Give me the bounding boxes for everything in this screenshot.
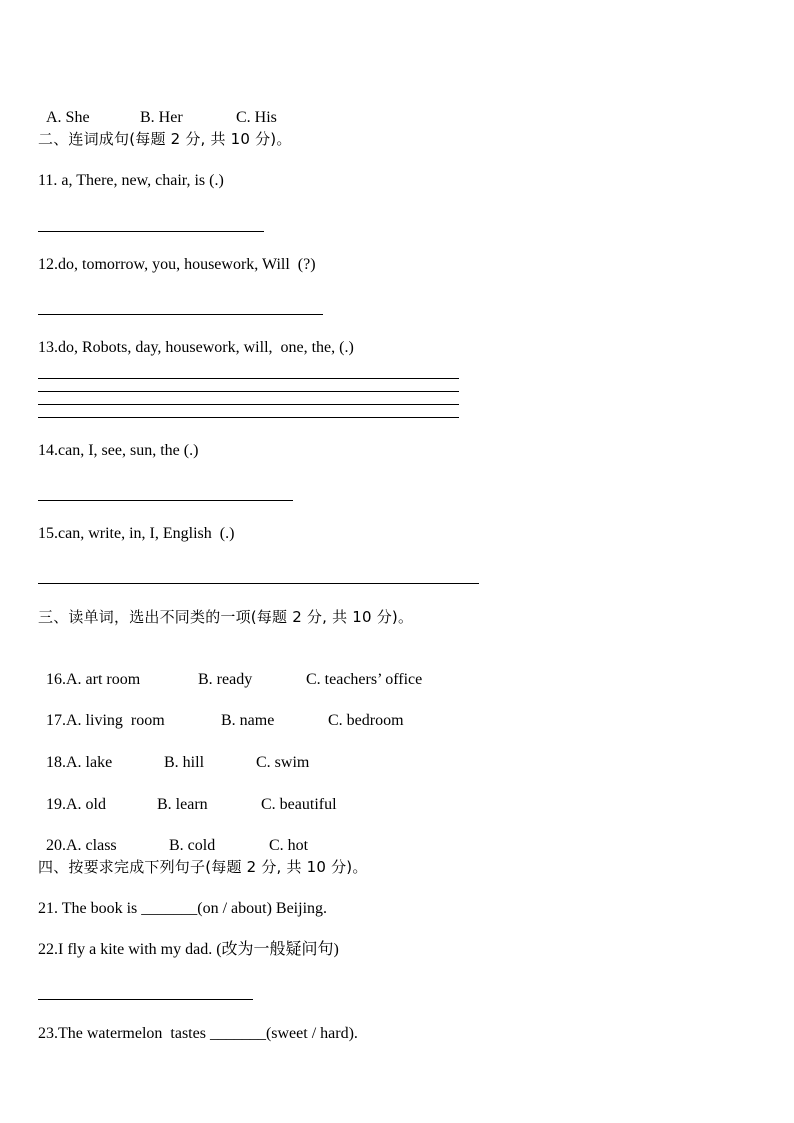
question-19 [38,775,337,815]
question-21: 21. The book is _______(on / about) Beijing. [38,900,328,917]
question-19-number: 19. [46,796,66,813]
question-16-number: 16. [46,671,66,688]
question-22: 22.I fly a kite with my dad. (改为一般疑问句) [38,941,339,958]
question-12: 12.do, tomorrow, you, housework, Will (?) [38,256,316,273]
section-2-heading: 二、连词成句(每题 2 分, 共 10 分)。 [38,130,292,148]
section-4-heading: 四、按要求完成下列句子(每题 2 分, 共 10 分)。 [38,858,368,876]
q18-option-b: B. hill [164,754,205,771]
q10-option-c: C. His [236,109,277,126]
question-18 [38,733,309,773]
q17-option-c: C. bedroom [328,712,404,729]
q17-option-a: A. living room [66,712,165,729]
answer-line-11 [38,231,264,232]
question-20 [38,816,308,856]
question-17 [38,691,404,731]
q19-option-c: C. beautiful [261,796,337,813]
q18-option-c: C. swim [256,754,310,771]
answer-line-15 [38,583,479,584]
answer-line-13d [38,417,459,418]
question-18-number: 18. [46,754,66,771]
q20-option-b: B. cold [169,837,216,854]
question-15: 15.can, write, in, I, English (.) [38,525,235,542]
answer-line-13a [38,378,459,379]
question-17-number: 17. [46,712,66,729]
q16-option-a: A. art room [66,671,141,688]
q10-options [38,88,277,128]
question-16 [38,650,422,690]
question-20-number: 20. [46,837,66,854]
question-14: 14.can, I, see, sun, the (.) [38,442,199,459]
question-11: 11. a, There, new, chair, is (.) [38,172,224,189]
question-23: 23.The watermelon tastes _______(sweet / hard). [38,1025,358,1042]
q20-option-c: C. hot [269,837,309,854]
q10-option-b: B. Her [140,109,183,126]
q16-option-b: B. ready [198,671,253,688]
question-13: 13.do, Robots, day, housework, will, one, the, (.) [38,339,354,356]
answer-line-14 [38,500,293,501]
q17-option-b: B. name [221,712,275,729]
q20-option-a: A. class [66,837,117,854]
answer-line-13c [38,404,459,405]
q19-option-b: B. learn [157,796,208,813]
answer-line-12 [38,314,323,315]
q16-option-c: C. teachers’ office [306,671,423,688]
q18-option-a: A. lake [66,754,113,771]
q19-option-a: A. old [66,796,106,813]
section-3-heading: 三、读单词，选出不同类的一项(每题 2 分, 共 10 分)。 [38,608,414,626]
answer-line-13b [38,391,459,392]
answer-line-22 [38,999,253,1000]
q10-option-a: A. She [46,109,90,126]
